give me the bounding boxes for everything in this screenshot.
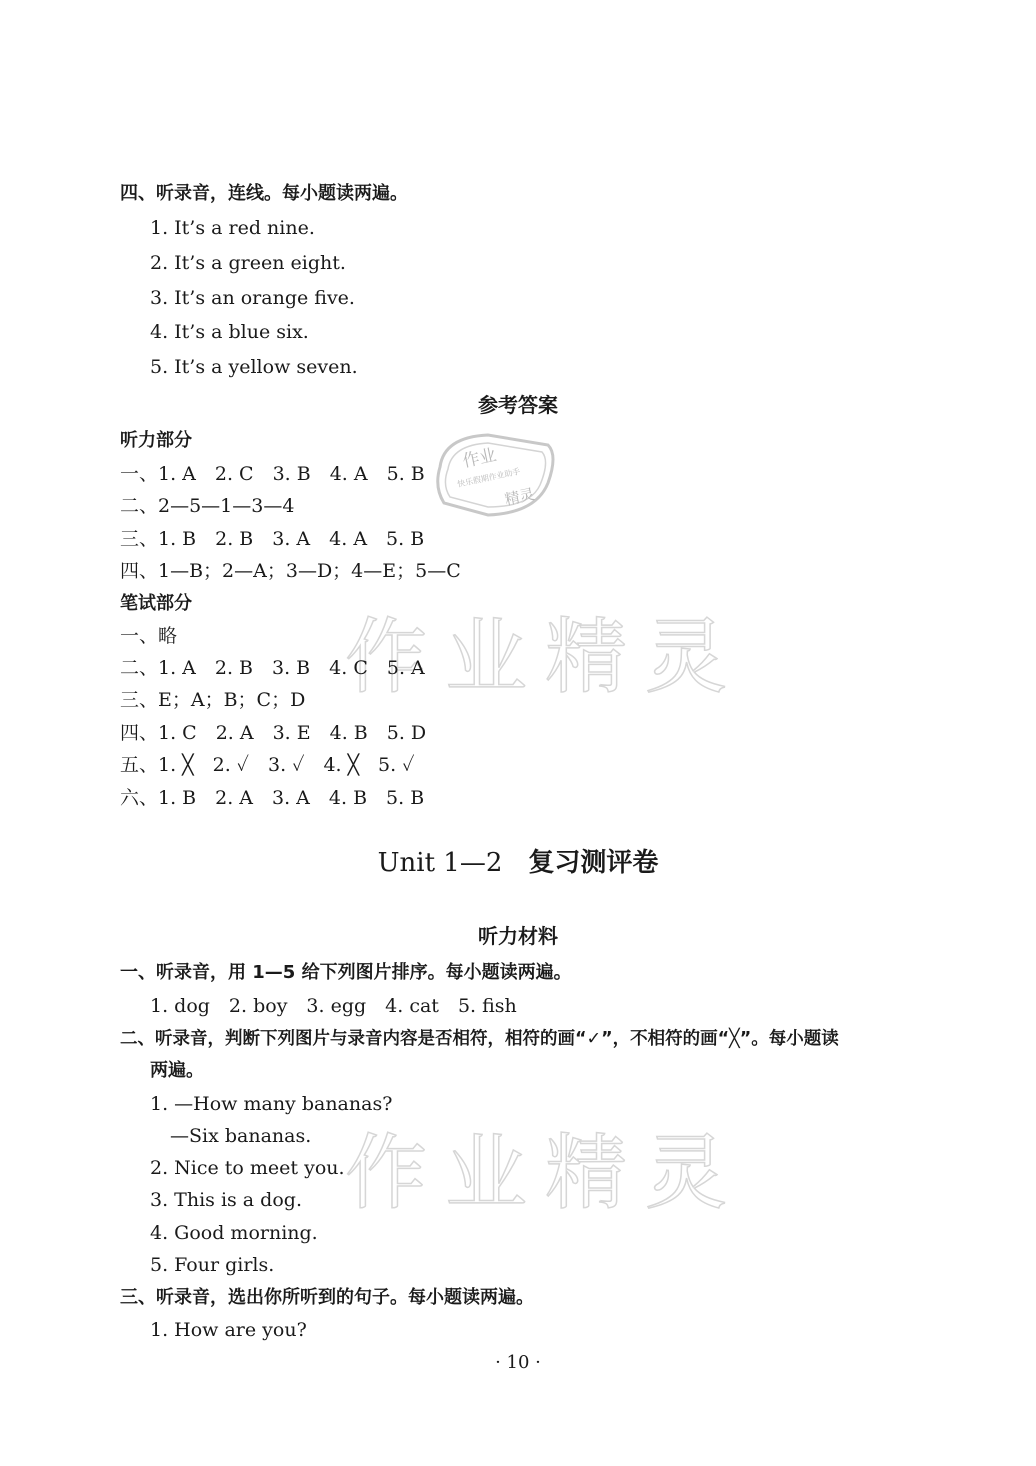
q2-item: 4. Good morning. <box>150 1222 318 1244</box>
stamp-text-top: 作业 <box>460 445 499 472</box>
q2-item: 2. Nice to meet you. <box>150 1157 345 1179</box>
answer-line: 三、E；A；B；C；D <box>120 689 306 711</box>
q2-item: —Six bananas. <box>170 1125 312 1147</box>
listening-material-title: 听力材料 <box>478 924 558 948</box>
q3-heading: 三、听录音，选出你所听到的句子。每小题读两遍。 <box>120 1287 534 1308</box>
section4-item: 4. It’s a blue six. <box>150 321 309 343</box>
section4-heading: 四、听录音，连线。每小题读两遍。 <box>120 183 408 204</box>
stamp-text-middle: 快乐假期作业助手 <box>456 466 522 489</box>
written-part-heading: 笔试部分 <box>120 593 192 614</box>
q2-item: 1. —How many bananas? <box>150 1093 393 1115</box>
watermark-upper: 作业精灵 <box>345 610 746 705</box>
section4-item: 2. It’s a green eight. <box>150 252 346 274</box>
q2-heading-cont: 两遍。 <box>150 1060 204 1081</box>
page-number: · 10 · <box>495 1352 541 1373</box>
watermark-lower: 作业精灵 <box>345 1126 746 1221</box>
answer-line: 四、1. C 2. A 3. E 4. B 5. D <box>120 722 427 744</box>
stamp-text-bottom: 精灵 <box>503 485 537 509</box>
answers-title: 参考答案 <box>478 393 558 417</box>
q3-item: 1. How are you? <box>150 1319 307 1341</box>
section4-item: 5. It’s a yellow seven. <box>150 356 358 378</box>
section4-item: 1. It’s a red nine. <box>150 217 315 239</box>
answer-line: 六、1. B 2. A 3. A 4. B 5. B <box>120 787 425 809</box>
answer-line: 四、1—B；2—A；3—D；4—E；5—C <box>120 560 461 582</box>
q2-item: 3. This is a dog. <box>150 1189 302 1211</box>
answer-line: 五、1. ╳ 2. ✓ 3. ✓ 4. ╳ 5. ✓ <box>120 754 415 776</box>
unit-title-cn: 复习测评卷 <box>528 848 659 878</box>
q2-item: 5. Four girls. <box>150 1254 275 1276</box>
section4-item: 3. It’s an orange five. <box>150 287 355 309</box>
q2-heading: 二、听录音，判断下列图片与录音内容是否相符，相符的画“✓”，不相符的画“╳”。每小题读 <box>120 1029 839 1049</box>
unit-title <box>0 847 1036 879</box>
q1-heading: 一、听录音，用 1—5 给下列图片排序。每小题读两遍。 <box>120 962 572 983</box>
answer-line: 二、2—5—1—3—4 <box>120 495 295 517</box>
answer-line: 三、1. B 2. B 3. A 4. A 5. B <box>120 528 425 550</box>
answer-line: 一、1. A 2. C 3. B 4. A 5. B <box>120 463 425 485</box>
unit-title-en: Unit 1—2 <box>377 848 503 878</box>
listening-part-heading: 听力部分 <box>120 430 192 451</box>
stamp-logo <box>430 425 562 525</box>
answer-line: 一、略 <box>120 625 178 647</box>
answer-line: 二、1. A 2. B 3. B 4. C 5. A <box>120 657 425 679</box>
q1-items: 1. dog 2. boy 3. egg 4. cat 5. fish <box>150 995 517 1017</box>
